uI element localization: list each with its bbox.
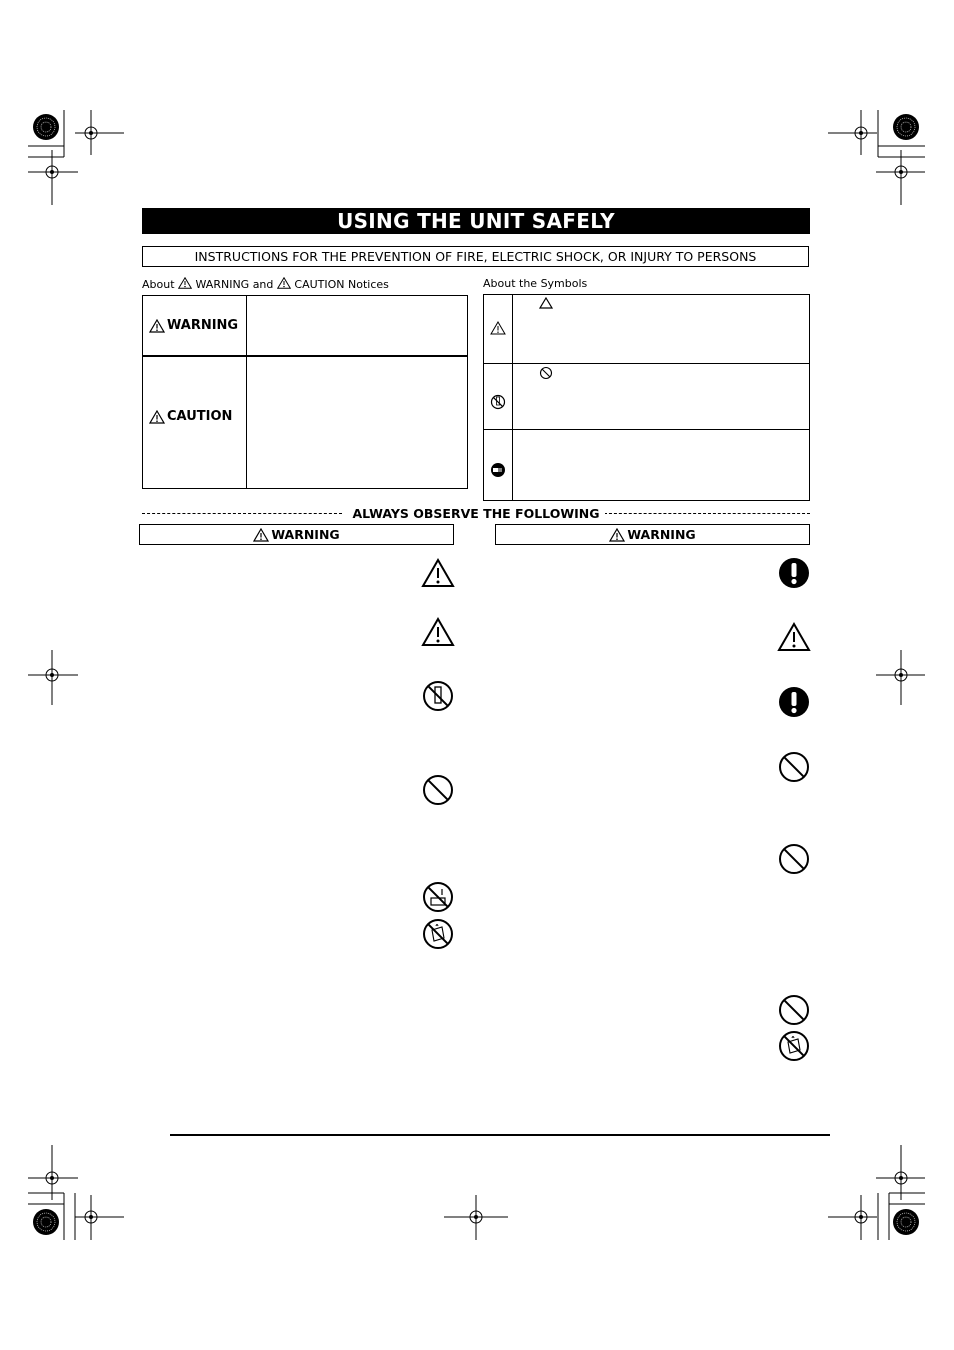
mandatory-icon — [778, 557, 810, 589]
unplug-icon — [490, 462, 506, 478]
left-warning-label: WARNING — [271, 527, 340, 542]
notices-divider-vertical — [246, 296, 247, 488]
small-prohibition-icon — [539, 366, 553, 380]
always-observe-banner — [142, 505, 810, 523]
symbols-divider-2 — [484, 429, 809, 430]
prohibition-icon — [422, 774, 454, 806]
warning-triangle-icon — [253, 528, 269, 542]
notices-table — [142, 295, 468, 489]
caution-badge-label: CAUTION — [167, 409, 233, 424]
warning-badge — [149, 318, 238, 333]
warning-triangle-icon — [178, 277, 192, 289]
prohibition-icon — [778, 994, 810, 1026]
no-disassemble-icon — [422, 680, 454, 712]
prohibition-icon — [778, 751, 810, 783]
notices-heading — [142, 277, 389, 291]
right-warning-label: WARNING — [627, 527, 696, 542]
no-liquid-icon — [422, 881, 454, 913]
warning-triangle-icon — [609, 528, 625, 542]
triangle-warning-icon — [421, 617, 455, 647]
left-warning-header — [139, 524, 454, 545]
notices-heading-warning: WARNING and — [195, 278, 274, 291]
prohibition-icon — [778, 843, 810, 875]
caution-triangle-icon — [277, 277, 291, 289]
triangle-warning-icon — [421, 558, 455, 588]
mandatory-icon — [778, 686, 810, 718]
symbols-divider-1 — [484, 363, 809, 364]
always-observe-text: ALWAYS OBSERVE THE FOLLOWING — [347, 506, 606, 521]
right-warning-header — [495, 524, 810, 545]
small-triangle-icon — [539, 297, 553, 309]
triangle-warning-icon — [777, 622, 811, 652]
warning-triangle-icon — [149, 319, 165, 333]
page-title: USING THE UNIT SAFELY — [142, 208, 810, 234]
symbols-divider-vertical — [512, 295, 513, 500]
notices-divider-horizontal — [143, 355, 467, 357]
no-disassemble-icon — [490, 394, 506, 410]
symbols-heading: About the Symbols — [483, 277, 588, 290]
notices-heading-about: About — [142, 278, 175, 291]
caution-triangle-icon — [149, 410, 165, 424]
triangle-warning-icon — [490, 321, 506, 335]
caution-badge — [149, 409, 232, 424]
page-subtitle: INSTRUCTIONS FOR THE PREVENTION OF FIRE, ELECTRIC SHOCK, OR INJURY TO PERSONS — [142, 246, 809, 267]
no-water-icon — [778, 1030, 810, 1062]
notices-heading-caution: CAUTION Notices — [294, 278, 389, 291]
symbols-table — [483, 294, 810, 501]
warning-badge-label: WARNING — [167, 318, 239, 333]
no-water-icon — [422, 918, 454, 950]
